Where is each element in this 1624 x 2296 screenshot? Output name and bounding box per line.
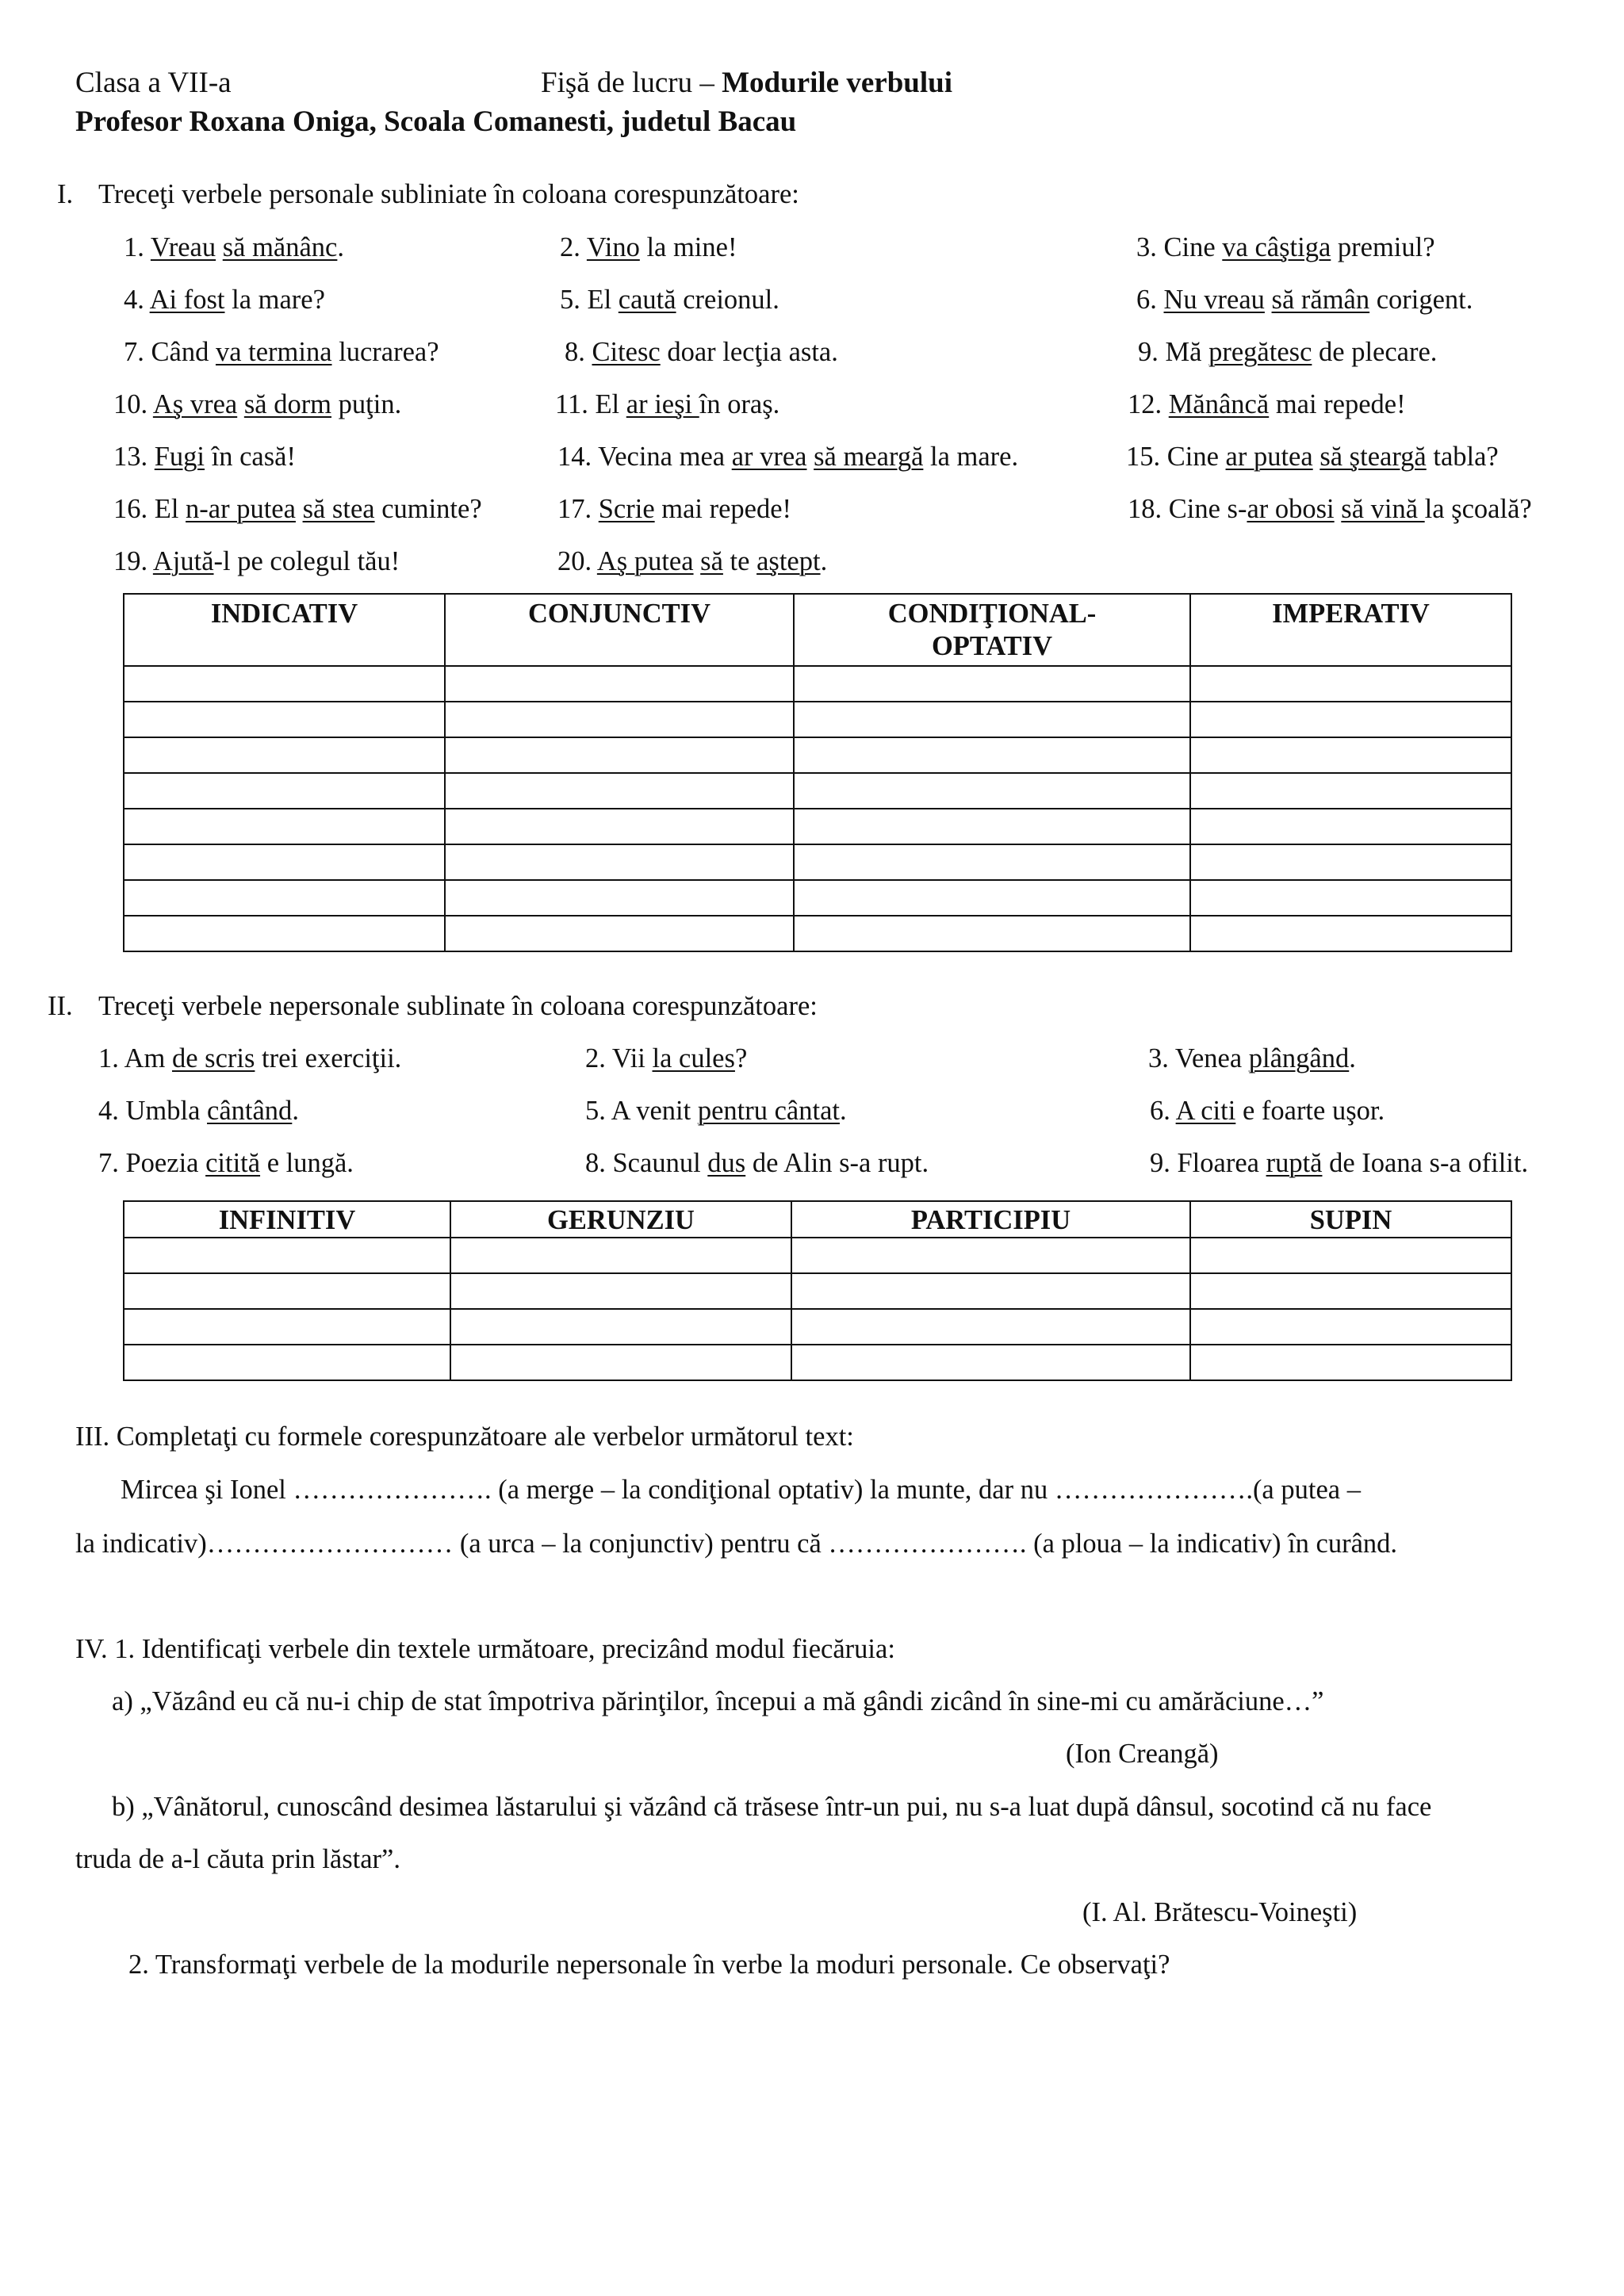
exercise-18: 18. Cine s-ar obosi să vină la şcoală? (1128, 494, 1532, 524)
table2-cell[interactable] (450, 1345, 791, 1380)
table1-cell[interactable] (445, 737, 794, 773)
exercise-9: 9. Mă pregătesc de plecare. (1138, 337, 1438, 367)
section3-text-line2: la indicativ)……………………… (a urca – la conjunctiv) pentru că …………………. (a ploua – la indicativ) în curând. (75, 1529, 1398, 1559)
table1-row (124, 666, 1511, 702)
table1-row (124, 809, 1511, 844)
table1-cell[interactable] (124, 809, 445, 844)
table1-cell[interactable] (1190, 773, 1511, 809)
table1-cell[interactable] (124, 916, 445, 951)
table1-cell[interactable] (445, 844, 794, 880)
exercise-10: 10. Aş vrea să dorm puţin. (113, 389, 402, 419)
section1-instruction: Treceţi verbele personale subliniate în coloana corespunzătoare: (98, 179, 799, 209)
table2-row (124, 1238, 1511, 1273)
exercise-20: 20. Aş putea să te aştept. (557, 546, 828, 576)
quote-a-author: (Ion Creangă) (1066, 1739, 1219, 1769)
table2-cell[interactable] (791, 1238, 1190, 1273)
section4-instruction: IV. 1. Identificaţi verbele din textele următoare, precizând modul fiecăruia: (75, 1634, 895, 1664)
exercise2-5: 5. A venit pentru cântat. (585, 1096, 847, 1126)
table2-cell[interactable] (124, 1238, 450, 1273)
table1-cell[interactable] (124, 737, 445, 773)
class-label: Clasa a VII-a (75, 67, 232, 99)
exercise-4: 4. Ai fost la mare? (124, 285, 325, 315)
table2-cell[interactable] (124, 1309, 450, 1345)
exercise-15: 15. Cine ar putea să şteargă tabla? (1126, 442, 1499, 472)
section3-text-line1: Mircea şi Ionel …………………. (a merge – la condiţional optativ) la munte, dar nu ………………….(a putea – (121, 1475, 1361, 1505)
table2-cell[interactable] (450, 1309, 791, 1345)
exercise-3: 3. Cine va câştiga premiul? (1136, 232, 1435, 262)
table1-cell[interactable] (794, 737, 1190, 773)
author-line: Profesor Roxana Oniga, Scoala Comanesti, judetul Bacau (75, 105, 797, 138)
exercise2-7: 7. Poezia citită e lungă. (98, 1148, 354, 1178)
table2-cell[interactable] (1190, 1345, 1511, 1380)
table1-cell[interactable] (1190, 809, 1511, 844)
table1-cell[interactable] (445, 773, 794, 809)
nonpersonal-moods-table (123, 1200, 1512, 1381)
header-infinitiv: INFINITIV (124, 1201, 450, 1238)
exercise2-2: 2. Vii la cules? (585, 1043, 748, 1073)
table1-cell[interactable] (124, 880, 445, 916)
header-optativ: OPTATIV (931, 631, 1053, 662)
exercise-13: 13. Fugi în casă! (113, 442, 296, 472)
table1-cell[interactable] (124, 844, 445, 880)
table1-cell[interactable] (445, 916, 794, 951)
table2-cell[interactable] (450, 1273, 791, 1309)
exercise2-1: 1. Am de scris trei exerciţii. (98, 1043, 402, 1073)
header-conditional: CONDIŢIONAL- (887, 599, 1097, 629)
table1-row (124, 773, 1511, 809)
table1-cell[interactable] (1190, 844, 1511, 880)
table1-cell[interactable] (445, 809, 794, 844)
table2-row (124, 1273, 1511, 1309)
table1-cell[interactable] (1190, 880, 1511, 916)
section2-instruction: Treceţi verbele nepersonale sublinate în coloana corespunzătoare: (98, 991, 818, 1021)
worksheet-prefix: Fişă de lucru – (541, 67, 722, 99)
table2-cell[interactable] (1190, 1309, 1511, 1345)
table2-row (124, 1309, 1511, 1345)
exercise-5: 5. El caută creionul. (560, 285, 779, 315)
exercise-11: 11. El ar ieşi în oraş. (555, 389, 780, 419)
table1-cell[interactable] (794, 702, 1190, 737)
table1-cell[interactable] (1190, 737, 1511, 773)
exercise-14: 14. Vecina mea ar vrea să meargă la mare. (557, 442, 1019, 472)
table2-cell[interactable] (791, 1345, 1190, 1380)
table2-cell[interactable] (450, 1238, 791, 1273)
exercise-16: 16. El n-ar putea să stea cuminte? (113, 494, 482, 524)
table2-body (124, 1238, 1511, 1380)
worksheet-title: Modurile verbului (722, 67, 952, 99)
table2-cell[interactable] (124, 1273, 450, 1309)
table2-cell[interactable] (791, 1273, 1190, 1309)
table1-cell[interactable] (1190, 702, 1511, 737)
section2-number: II. (48, 991, 73, 1021)
table1-body (124, 666, 1511, 951)
quote-b-line1: b) „Vânătorul, cunoscând desimea lăstarului şi văzând că trăsese într-un pui, nu s-a luat după dânsul, socotind că nu face (112, 1792, 1432, 1822)
table1-cell[interactable] (794, 773, 1190, 809)
table1-cell[interactable] (445, 702, 794, 737)
header-gerunziu: GERUNZIU (450, 1201, 791, 1238)
table1-row (124, 844, 1511, 880)
exercise2-8: 8. Scaunul dus de Alin s-a rupt. (585, 1148, 929, 1178)
header-imperativ: IMPERATIV (1190, 594, 1511, 666)
exercise-19: 19. Ajută-l pe colegul tău! (113, 546, 400, 576)
table1-row (124, 916, 1511, 951)
table1-cell[interactable] (124, 773, 445, 809)
quote-b-author: (I. Al. Brătescu-Voineşti) (1082, 1897, 1358, 1927)
quote-a: a) „Văzând eu că nu-i chip de stat împotriva părinţilor, începui a mă gândi zicând în sine-mi cu amărăciune…” (112, 1686, 1324, 1716)
table1-cell[interactable] (445, 666, 794, 702)
table1-cell[interactable] (124, 702, 445, 737)
header-participiu: PARTICIPIU (791, 1201, 1190, 1238)
table2-cell[interactable] (1190, 1273, 1511, 1309)
header-conditional-optativ (794, 594, 1190, 666)
table1-cell[interactable] (445, 880, 794, 916)
header-supin: SUPIN (1190, 1201, 1511, 1238)
table1-cell[interactable] (794, 809, 1190, 844)
table1-cell[interactable] (794, 666, 1190, 702)
table1-cell[interactable] (1190, 666, 1511, 702)
exercise-12: 12. Mănâncă mai repede! (1128, 389, 1406, 419)
exercise2-3: 3. Venea plângând. (1148, 1043, 1356, 1073)
header-indicativ: INDICATIV (124, 594, 445, 666)
personal-moods-table (123, 593, 1512, 952)
quote-b-line2: truda de a-l căuta prin lăstar”. (75, 1844, 400, 1874)
exercise-17: 17. Scrie mai repede! (557, 494, 792, 524)
exercise2-9: 9. Floarea ruptă de Ioana s-a ofilit. (1150, 1148, 1529, 1178)
exercise-7: 7. Când va termina lucrarea? (124, 337, 439, 367)
exercise-6: 6. Nu vreau să rămân corigent. (1136, 285, 1473, 315)
worksheet-title-line (541, 68, 952, 98)
header-conjunctiv: CONJUNCTIV (445, 594, 794, 666)
section1-number: I. (57, 179, 74, 209)
table1-row (124, 737, 1511, 773)
table2-cell[interactable] (791, 1309, 1190, 1345)
exercise-2: 2. Vino la mine! (560, 232, 737, 262)
table1-cell[interactable] (124, 666, 445, 702)
table2-cell[interactable] (124, 1345, 450, 1380)
table2-cell[interactable] (1190, 1238, 1511, 1273)
table2-header-row (124, 1201, 1511, 1238)
table-header-row (124, 594, 1511, 666)
exercise-8: 8. Citesc doar lecţia asta. (565, 337, 838, 367)
table1-cell[interactable] (794, 916, 1190, 951)
exercise2-6: 6. A citi e foarte uşor. (1150, 1096, 1385, 1126)
table1-cell[interactable] (1190, 916, 1511, 951)
exercise2-4: 4. Umbla cântând. (98, 1096, 299, 1126)
table1-cell[interactable] (794, 880, 1190, 916)
table1-row (124, 702, 1511, 737)
table1-cell[interactable] (794, 844, 1190, 880)
table1-row (124, 880, 1511, 916)
exercise-1: 1. Vreau să mănânc. (124, 232, 344, 262)
table2-row (124, 1345, 1511, 1380)
section4-task2: 2. Transformaţi verbele de la modurile nepersonale în verbe la moduri personale. Ce observaţi? (128, 1950, 1170, 1980)
section3-instruction: III. Completaţi cu formele corespunzătoare ale verbelor următorul text: (75, 1422, 854, 1452)
